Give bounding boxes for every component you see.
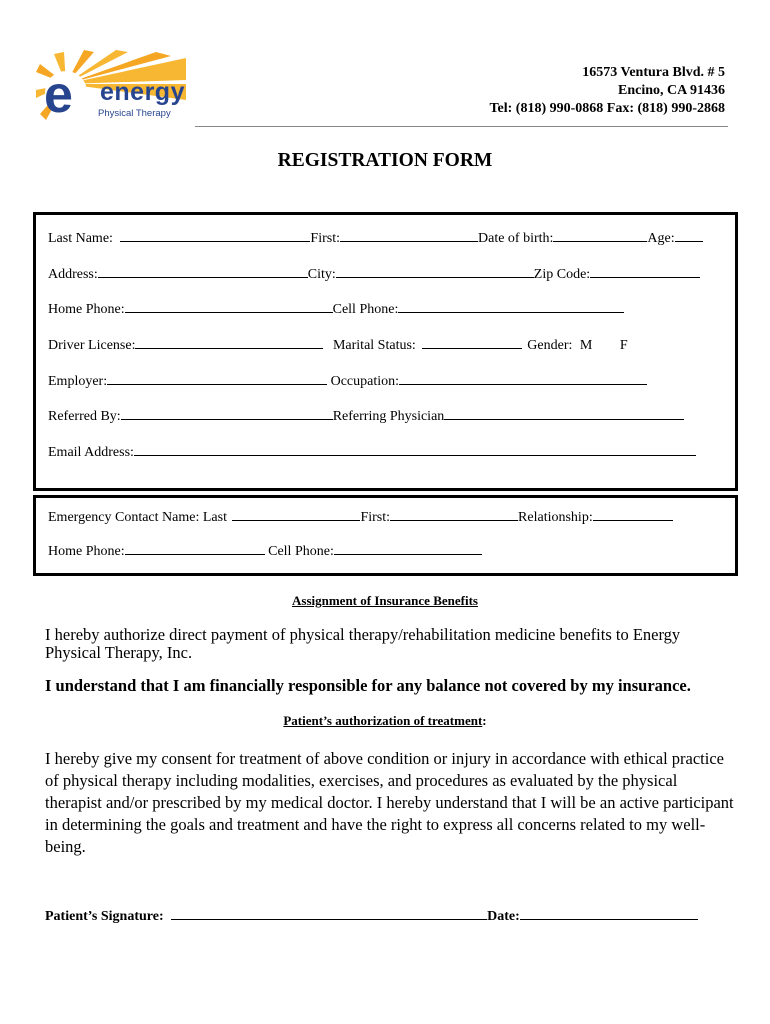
address-line-1: 16573 Ventura Blvd. # 5 xyxy=(582,65,725,80)
contact-line: Tel: (818) 990-0868 Fax: (818) 990-2868 xyxy=(489,101,725,116)
signature-row xyxy=(45,905,698,925)
last-name-field[interactable] xyxy=(120,227,310,242)
header-divider xyxy=(195,126,728,127)
date-label: Date: xyxy=(487,909,520,924)
zip-label: Zip Code: xyxy=(533,267,591,282)
address-field[interactable] xyxy=(98,263,308,278)
city-label: City: xyxy=(307,267,336,282)
emergency-last-field[interactable] xyxy=(232,506,360,521)
employer-field[interactable] xyxy=(107,370,327,385)
svg-text:e: e xyxy=(44,66,73,124)
referred-by-label: Referred By: xyxy=(48,409,121,424)
first-name-label: First: xyxy=(310,231,340,246)
emergency-home-phone-field[interactable] xyxy=(125,540,265,555)
cell-phone-field[interactable] xyxy=(398,298,624,313)
row-address xyxy=(48,263,700,281)
age-field[interactable] xyxy=(675,227,703,242)
date-field[interactable] xyxy=(520,905,698,920)
row-employer xyxy=(48,370,647,388)
gender-label: Gender: xyxy=(527,338,573,353)
gender-f-option[interactable]: F xyxy=(619,338,628,353)
assignment-heading-text: Assignment of Insurance Benefits xyxy=(292,593,478,608)
clinic-address xyxy=(489,64,725,118)
last-name-label: Last Name: xyxy=(48,231,113,246)
emergency-first-field[interactable] xyxy=(390,506,518,521)
home-phone-field[interactable] xyxy=(125,298,333,313)
first-name-field[interactable] xyxy=(340,227,478,242)
row-emergency-phone xyxy=(48,540,482,558)
row-phone xyxy=(48,298,624,316)
financial-responsibility: I understand that I am financially responsible for any balance not covered by my insurance. xyxy=(45,676,691,695)
marital-status-label: Marital Status: xyxy=(332,338,416,353)
dob-field[interactable] xyxy=(553,227,647,242)
authorization-heading xyxy=(0,713,770,729)
emergency-first-label: First: xyxy=(360,510,391,525)
referred-by-field[interactable] xyxy=(121,405,333,420)
gender-m-option[interactable]: M xyxy=(579,338,593,353)
email-label: Email Address: xyxy=(48,445,134,460)
row-emergency-name xyxy=(48,506,673,524)
row-referral xyxy=(48,405,684,423)
assignment-text: I hereby authorize direct payment of physical therapy/rehabilitation medicine benefits to Energy Physical Therapy, Inc. xyxy=(45,625,681,662)
row-license xyxy=(48,334,628,352)
zip-field[interactable] xyxy=(590,263,700,278)
signature-label: Patient’s Signature: xyxy=(45,909,164,924)
occupation-field[interactable] xyxy=(399,370,647,385)
relationship-label: Relationship: xyxy=(518,510,593,525)
employer-label: Employer: xyxy=(48,374,108,389)
relationship-field[interactable] xyxy=(593,506,673,521)
assignment-heading xyxy=(0,593,770,609)
authorization-text: I hereby give my consent for treatment of above condition or injury in accordance with ethical practice of physical therapy including modalities, exercises, and procedures as evaluated by the physical therapist and/or prescribed by my medical doctor. I hereby understand that I will be an active participant in determining the goals and treatment and have the right to express all concerns related to my well-being. xyxy=(45,749,734,856)
driver-license-label: Driver License: xyxy=(48,338,136,353)
dob-label: Date of birth: xyxy=(478,231,554,246)
referring-physician-field[interactable] xyxy=(444,405,684,420)
marital-status-field[interactable] xyxy=(422,334,522,349)
row-name xyxy=(48,227,703,245)
age-label: Age: xyxy=(647,231,675,246)
address-label: Address: xyxy=(48,267,98,282)
signature-field[interactable] xyxy=(171,905,487,920)
occupation-label: Occupation: xyxy=(330,374,400,389)
logo-wordmark: energy xyxy=(100,78,185,106)
emergency-cell-phone-field[interactable] xyxy=(334,540,482,555)
emergency-cell-phone-label: Cell Phone: xyxy=(268,544,334,559)
home-phone-label: Home Phone: xyxy=(48,302,125,317)
city-field[interactable] xyxy=(336,263,534,278)
authorization-heading-colon: : xyxy=(482,713,487,728)
emergency-last-label: Emergency Contact Name: Last xyxy=(48,510,227,525)
authorization-heading-text: Patient’s authorization of treatment xyxy=(283,713,483,728)
logo-subtitle: Physical Therapy xyxy=(98,108,171,119)
emergency-home-phone-label: Home Phone: xyxy=(48,544,125,559)
driver-license-field[interactable] xyxy=(135,334,323,349)
page-title: REGISTRATION FORM xyxy=(277,150,493,171)
address-line-2: Encino, CA 91436 xyxy=(618,83,725,98)
row-email xyxy=(48,441,696,459)
referring-physician-label: Referring Physician xyxy=(332,409,445,424)
email-field[interactable] xyxy=(134,441,696,456)
cell-phone-label: Cell Phone: xyxy=(332,302,399,317)
energy-logo xyxy=(36,50,196,128)
